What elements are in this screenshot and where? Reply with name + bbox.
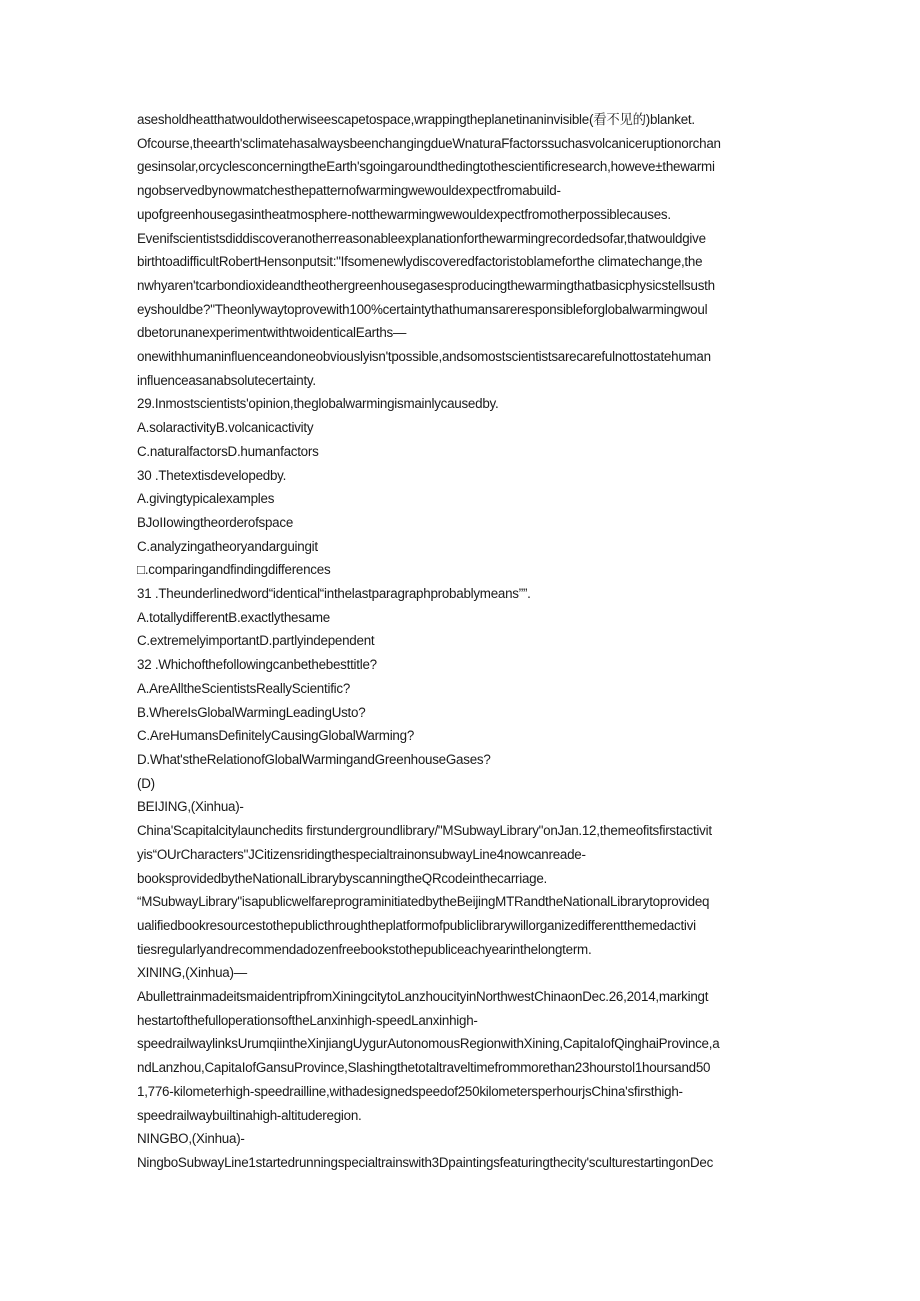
text-line-5: upofgreenhousegasintheatmosphere-notthewarmingwewouldexpectfromotherpossiblecauses. — [137, 206, 671, 222]
text-line-11: onewithhumaninfluenceandoneobviouslyisn'tpossible,andsomostscientistsarecarefulnottostatehuman — [137, 349, 711, 365]
question-29: 29.Inmostscientists'opinion,theglobalwarmingismainlycausedby. — [137, 396, 499, 412]
text-line-33: booksprovidedbytheNationalLibrarybyscanningtheQRcodeinthecarriage. — [137, 870, 548, 886]
dateline-beijing: BEIJING,(Xinhua)- — [137, 799, 244, 815]
text-line-35: ualifiedbookresourcestothepublicthroughtheplatformofpubliclibrarywillorganizedifferentthemedactivi — [137, 917, 696, 933]
question-32-option-a: A.AreAlltheScientistsReallyScientific? — [137, 680, 351, 696]
question-32-option-d: D.What'stheRelationofGlobalWarmingandGreenhouseGases? — [137, 751, 491, 767]
text-line-9: eyshouldbe?"Theonlywaytoprovewith100%certaintythathumansareresponsibleforglobalwarmingwoul — [137, 301, 708, 317]
text-line-42: 1,776-kilometerhigh-speedrailline,withadesignedspeedof250kilometersperhourjsChina'sfirsthigh- — [137, 1083, 683, 1099]
question-29-options-cd: C.naturalfactorsD.humanfactors — [137, 443, 319, 459]
question-30-option-d: □.comparingandfindingdifferences — [137, 562, 331, 578]
text-line-39: hestartofthefulloperationsoftheLanxinhigh-speedLanxinhigh- — [137, 1012, 478, 1028]
question-32-option-c: C.AreHumansDefinitelyCausingGlobalWarming? — [137, 728, 415, 744]
question-31-options-ab: A.totallydifferentB.exactlythesame — [137, 609, 330, 625]
text-line-12: influenceasanabsolutecertainty. — [137, 372, 316, 388]
section-d-heading: (D) — [137, 775, 155, 791]
text-line-40: speedrailwaylinksUrumqiintheXinjiangUygurAutonomousRegionwithXining,CapitaIofQinghaiProvince,a — [137, 1036, 720, 1052]
text-line-34: “MSubwayLibrary"isapublicwelfareprograminitiatedbytheBeijingMTRandtheNationalLibrarytoprovideq — [137, 894, 710, 910]
question-29-options-ab: A.solaractivityB.volcanicactivity — [137, 420, 314, 436]
question-30-option-a: A.givingtypicalexamples — [137, 491, 275, 507]
question-30-option-c: C.analyzingatheoryandarguingit — [137, 538, 318, 554]
text-line-1: asesholdheatthatwouldotherwiseescapetospace,wrappingtheplanetinaninvisible(看不见的)blanket. — [137, 112, 695, 127]
text-line-38: AbullettrainmadeitsmaidentripfromXiningcitytoLanzhoucityinNorthwestChinaonDec.26,2014,markingt — [137, 989, 709, 1005]
text-line-36: tiesregularlyandrecommendadozenfreebookstothepubliceachyearinthelongterm. — [137, 941, 592, 957]
text-line-41: ndLanzhou,CapitaIofGansuProvince,Slashingthetotaltraveltimefrommorethan23hourstol1hoursand50 — [137, 1060, 711, 1076]
text-line-45: NingboSubwayLine1startedrunningspecialtrainswith3Dpaintingsfeaturingthecity'sculturestartingonDec — [137, 1154, 714, 1170]
text-line-10: dbetorunanexperimentwithtwoidenticalEarths— — [137, 325, 407, 341]
question-31-options-cd: C.extremelyimportantD.partlyindependent — [137, 633, 375, 649]
text-line-7: birthtoadifficultRobertHensonputsit:"Ifsomenewlydiscoveredfactoristoblameforthe climatechange,the — [137, 254, 703, 270]
question-31: 31 .Theunderlinedword“identical“inthelastparagraphprobablymeans””. — [137, 586, 531, 602]
text-line-3: gesinsolar,orcyclesconcerningtheEarth'sgoingaroundthedingtothescientificresearch,howeve±thewarmi — [137, 159, 715, 175]
question-30: 30 .Thetextisdevelopedby. — [137, 467, 287, 483]
text-line-6: Evenifscientistsdiddiscoveranotherreasonableexplanationforthewarmingrecordedsofar,thatwouldgive — [137, 230, 706, 246]
dateline-xining: XINING,(Xinhua)— — [137, 965, 247, 981]
text-line-8: nwhyaren'tcarbondioxideandtheothergreenhousegasesproducingthewarmingthatbasicphysicstellsusth — [137, 277, 715, 293]
text-line-32: yis“OUrCharacters"JCitizensridingthespecialtrainonsubwayLine4nowcanreade- — [137, 846, 586, 862]
text-line-4: ngobservedbynowmatchesthepatternofwarmingwewouldexpectfromabuild- — [137, 183, 561, 199]
text-line-43: speedrailwaybuiltinahigh-altituderegion. — [137, 1107, 362, 1123]
text-line-31: China'Scapitalcitylaunchedits firstundergroundlibrary/"MSubwayLibrary"onJan.12,themeofitsfirstactivit — [137, 823, 712, 839]
question-32-option-b: B.WhereIsGlobalWarmingLeadingUsto? — [137, 704, 366, 720]
question-32: 32 .Whichofthefollowingcanbethebesttitle? — [137, 657, 377, 673]
question-30-option-b: BJoIIowingtheorderofspace — [137, 514, 294, 530]
text-line-2: Ofcourse,theearth'sclimatehasalwaysbeenchangingdueWnaturaFfactorssuchasvolcaniceruptionorchan — [137, 135, 721, 151]
dateline-ningbo: NINGBO,(Xinhua)- — [137, 1131, 245, 1147]
document-body — [137, 108, 783, 1175]
